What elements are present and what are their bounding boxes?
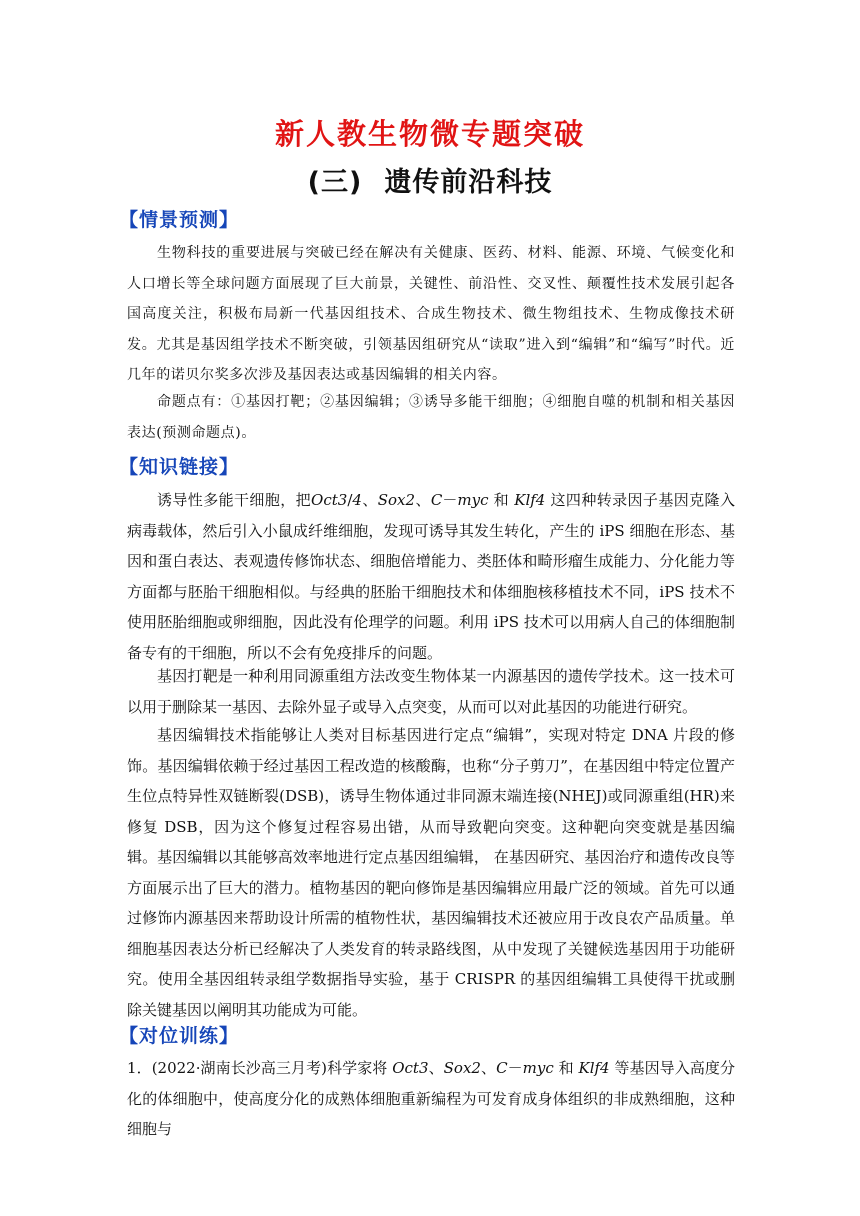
question-1: 1．(2022·湖南长沙高三月考)科学家将 Oct3、Sox2、C－myc 和 Klf4 等基因导入高度分化的体细胞中，使高度分化的成熟体细胞重新编程为可发育成身体组织的非成熟细胞，这种细胞与 [127, 1059, 735, 1138]
knowledge-paragraph-gene-editing: 基因编辑技术指能够让人类对目标基因进行定点“编辑”，实现对特定 DNA 片段的修饰。基因编辑依赖于经过基因工程改造的核酸酶，也称“分子剪刀”，在基因组中特定位置产生位点特异性双链断裂(DSB)，诱导生物体通过非同源末端连接(NHEJ)或同源重组(HR)来修复 DSB，因为这个修复过程容易出错，从而导致靶向突变。这种靶向突变就是基因编辑。基因编辑以其能够高效率地进行定点基因组编辑， 在基因研究、基因治疗和遗传改良等方面展示出了巨大的潜力。植物基因的靶向修饰是基因编辑应用最广泛的领域。首先可以通过修饰内源基因来帮助设计所需的植物性状，基因编辑技术还被应用于改良农产品质量。单细胞基因表达分析已经解决了人类发育的转录路线图，从中发现了关键候选基因用于功能研究。使用全基因组转录组学数据指导实验，基于 CRISPR 的基因组编辑工具使得干扰或删除关键基因以阐明其功能成为可能。 [127, 726, 735, 1019]
scenario-paragraph-2: 命题点有：①基因打靶；②基因编辑；③诱导多能干细胞；④细胞自噬的机制和相关基因表达(预测命题点)。 [127, 394, 735, 441]
gene-oct: Oct3 [311, 491, 348, 509]
section-heading-scenario: 【情景预测】 [119, 209, 240, 231]
document-subtitle [0, 160, 860, 199]
gene-klf4: Klf4 [514, 491, 546, 509]
gene-c-myc: C [430, 491, 443, 509]
knowledge-paragraph-ips: 诱导性多能干细胞，把Oct3/4、Sox2、C－myc 和 Klf4 这四种转录因子基因克隆入病毒载体，然后引入小鼠成纤维细胞，发现可诱导其发生转化，产生的 iPS 细胞在形态、基因和蛋白表达、表观遗传修饰状态、细胞倍增能力、类胚体和畸形瘤生成能力、分化能力等方面都与胚胎干细胞相似。与经典的胚胎干细胞技术和体细胞核移植技术不同，iPS 技术不使用胚胎细胞或卵细胞，因此没有伦理学的问题。利用 iPS 技术可以用病人自己的体细胞制备专有的干细胞，所以不会有免疫排斥的问题。 [127, 491, 735, 662]
section-heading-training: 【对位训练】 [119, 1025, 240, 1047]
gene-sox2: Sox2 [377, 491, 416, 509]
scenario-paragraph-1: 生物科技的重要进展与突破已经在解决有关健康、医药、材料、能源、环境、气候变化和人口增长等全球问题方面展现了巨大前景，关键性、前沿性、交叉性、颠覆性技术发展引起各国高度关注，积极布局新一代基因组技术、合成生物技术、微生物组技术、生物成像技术研发。尤其是基因组学技术不断突破，引领基因组研究从“读取”进入到“编辑”和“编写”时代。近几年的诺贝尔奖多次涉及基因表达或基因编辑的相关内容。 [127, 245, 735, 383]
section-heading-knowledge: 【知识链接】 [119, 456, 240, 478]
document-title: 新人教生物微专题突破 [274, 117, 585, 151]
subtitle-number: (三) [307, 167, 363, 198]
knowledge-paragraph-gene-targeting: 基因打靶是一种利用同源重组方法改变生物体某一内源基因的遗传学技术。这一技术可以用于删除某一基因、去除外显子或导入点突变，从而可以对此基因的功能进行研究。 [127, 667, 735, 716]
subtitle-text: 遗传前沿科技 [384, 167, 553, 198]
